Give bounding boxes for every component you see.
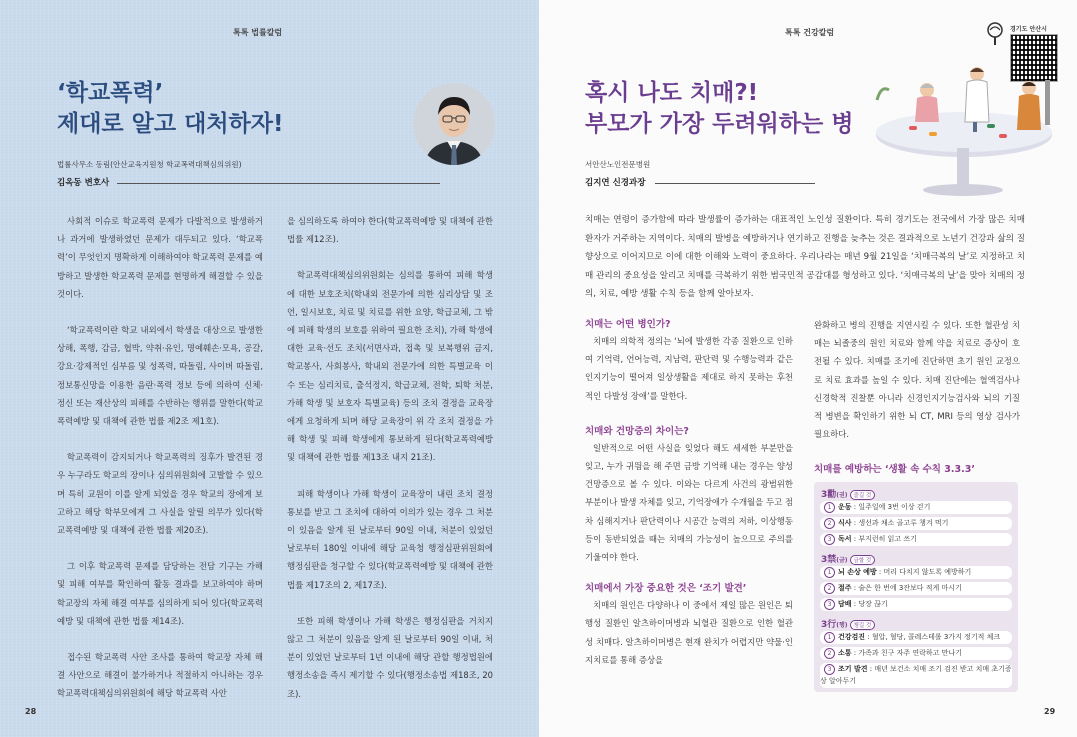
tip-item: 2 식사 : 생선과 채소 골고루 챙겨 먹기 xyxy=(820,517,1012,530)
article-title-line2: 제대로 알고 대처하자! xyxy=(57,111,284,137)
tip-value: 일주일에 3번 이상 걷기 xyxy=(858,503,931,511)
tip-key: 소통 xyxy=(838,649,852,657)
tip-key: 절주 xyxy=(838,584,852,592)
right-page xyxy=(539,0,1077,737)
paragraph: 일반적으로 어떤 사실을 잊었다 해도 세세한 부분만을 잊고, 누가 귀띔을 해 주면 금방 기억해 내는 경우는 양성 건망증으로 볼 수 있다. 이와는 다르게 사건의 광범위한 부분이나 발생 자체를 잊고, 기억장애가 수개월을 두고 점차 심해지거나 판단력이나 시공간 능력의 저하, 이상행동 등이 동반되었을 때는 치매의 가능성이 높으므로 주의를 기울여야 한다. xyxy=(585,442,793,563)
tip-number: 3 xyxy=(824,599,835,610)
section-heading: 치매와 건망증의 차이는? xyxy=(585,425,689,437)
tip-number: 3 xyxy=(824,664,835,675)
author-name: 김옥동 변호사 xyxy=(57,178,110,188)
tip-item: 2 절주 : 술은 한 번에 3잔보다 적게 마시기 xyxy=(820,582,1012,595)
tip-key: 독서 xyxy=(838,535,852,543)
tip-value: 가족과 친구 자주 연락하고 만나기 xyxy=(858,649,962,657)
tip-number: 1 xyxy=(824,567,835,578)
qr-label: 경기도 안산시 xyxy=(1010,26,1047,33)
page-number: 29 xyxy=(1044,707,1056,716)
tip-item: 1 건강검진 : 혈압, 혈당, 콜레스테롤 3가지 정기적 체크 xyxy=(820,631,1012,644)
tip-item: 1 운동 : 일주일에 3번 이상 걷기 xyxy=(820,501,1012,514)
tip-value: 매년 보건소 치매 조기 검진 받고 치매 초기증상 알아두기 xyxy=(820,665,1012,685)
city-logo-icon xyxy=(985,22,1005,46)
tip-number: 2 xyxy=(824,583,835,594)
author-affiliation: 법률사무소 동림(안산교육지원청 학교폭력대책심의위원) xyxy=(57,160,242,169)
article-column-1 xyxy=(57,212,263,703)
tip-group-title xyxy=(821,487,875,500)
paragraph: 학교폭력대책심의위원회는 심의를 통하여 피해 학생에 대한 보호조치(학내외 전문가에 의한 심리상담 및 조언, 일시보호, 치료 및 치료를 위한 요양, 학급교체, 그 밖에 피해 학생의 보호를 위하여 필요한 조치), 가해 학생에 대한 교육·선도 조치(서면사과, 접촉 및 보복행위 금지, 학교봉사, 사회봉사, 학내외 전문가에 의한 특별교육 이수 또는 심리치료, 출석정지, 학급교체, 전학, 퇴학 처분, 가해 학생 및 보호자 특별교육) 등의 조치 결정을 교육장에게 요청하게 되며 해당 교육장이 위 각 조치 결정을 가해 학생 및 피해 학생에게 통보하게 된다(학교폭력예방 및 대책에 관한 법률 제13조 내지 21조). xyxy=(287,270,493,463)
group-title: 3行 xyxy=(821,620,837,630)
prevention-tips-box xyxy=(814,482,1018,692)
paragraph: 을 심의하도록 하여야 한다(학교폭력예방 및 대책에 관한 법률 제12조). xyxy=(287,216,493,245)
article-title-line1: 혹시 나도 치매?! xyxy=(585,80,759,106)
tip-item: 1 뇌 손상 예방 : 머리 다치지 않도록 예방하기 xyxy=(820,566,1012,579)
paragraph: 또한 피해 학생이나 가해 학생은 행정심판을 거치지 않고 그 처분이 있음을 알게 된 날로부터 90일 이내, 처분이 있었던 날로부터 1년 이내에 해당 관할 행정법원에 행정소송을 즉시 제기할 수 있다(행정소송법 제18조, 20조). xyxy=(287,615,493,699)
tip-group-title xyxy=(821,617,875,630)
tip-value: 머리 다치지 않도록 예방하기 xyxy=(883,568,972,576)
tip-number: 2 xyxy=(824,518,835,529)
paragraph: 그 이후 학교폭력 문제를 담당하는 전담 기구는 가해 및 피해 여부를 확인하여 활동 결과를 보고하여야 하며 학교장의 자체 해결 여부를 심의하게 되어 있다(학교폭력예방 및 대책에 관한 법률 제14조). xyxy=(57,561,263,626)
group-sub: (행) xyxy=(836,622,848,629)
section-heading: 치매는 어떤 병인가? xyxy=(585,319,671,330)
group-pill: 챙길 것 xyxy=(850,620,876,630)
author-affiliation: 서안산노인전문병원 xyxy=(585,160,651,169)
tip-value: 생선과 채소 골고루 챙겨 먹기 xyxy=(858,519,949,527)
section-heading: 치매에서 가장 중요한 것은 ‘조기 발견’ xyxy=(585,583,747,595)
group-title: 3勸 xyxy=(821,490,837,500)
tip-number: 1 xyxy=(824,502,835,513)
tip-key: 식사 xyxy=(838,519,852,527)
paragraph: 학교폭력이 감지되거나 학교폭력의 징후가 발견된 경우 누구라도 학교의 장이나 심의위원회에 고발할 수 있으며 특히 교원이 이를 알게 되었을 경우 학교의 장에게 보고하고 해당 학부모에게 그 사실을 알릴 의무가 있다(학교폭력예방 및 대책에 관한 법률 제20조). xyxy=(57,452,263,536)
paragraph: 사회적 이슈로 학교폭력 문제가 다발적으로 발생하거나 과거에 발생하였던 문제가 대두되고 있다. ‘학교폭력’이 무엇인지 명확하게 이해하여야 학교폭력 문제를 예방하고 발생한 학교폭력 문제를 현명하게 해결할 수 있을 것이다. xyxy=(57,216,263,299)
author-name: 김지연 신경과장 xyxy=(585,178,646,188)
tip-key: 건강검진 xyxy=(838,633,866,641)
paragraph: 치매의 의학적 정의는 ‘뇌에 발생한 각종 질환으로 인하여 기억력, 언어능력, 지남력, 판단력 및 수행능력과 같은 인지기능이 떨어져 일상생활을 제대로 하지 못하는 후천적인 다발성 장애’를 말한다. xyxy=(585,336,793,401)
article-column-2 xyxy=(814,316,1020,457)
divider xyxy=(117,183,440,184)
group-sub: (권) xyxy=(836,492,848,499)
tip-key: 운동 xyxy=(838,503,852,511)
tip-key: 뇌 손상 예방 xyxy=(838,568,877,576)
group-title: 3禁 xyxy=(821,555,837,565)
tip-group-title xyxy=(821,552,875,565)
page-number: 28 xyxy=(25,707,37,716)
section-tag: 톡톡 법률칼럼 xyxy=(233,28,283,37)
tip-value: 당장 끊기 xyxy=(858,600,888,608)
tip-number: 1 xyxy=(824,632,835,643)
intro-paragraph: 치매는 연령이 증가함에 따라 발생률이 증가하는 대표적인 노인성 질환이다. 특히 경기도는 전국에서 가장 많은 치매 환자가 거주하는 지역이다. 치매의 발병을 예방하거나 연기하고 진행을 늦추는 것은 결과적으로 노년기 건강과 삶의 질 향상으로 이어지므로 이에 대한 이해와 노력이 중요하다. 우리나라는 매년 9월 21일을 ‘치매극복의 날’로 지정하고 치매 관리의 중요성을 알리고 치매를 극복하기 위한 범국민적 공감대를 형성하고 있다. ‘치매극복의 날’을 맞아 치매의 정의, 치료, 예방 생활 수칙 등을 함께 알아보자. xyxy=(585,215,1025,300)
tip-item: 3 담배 : 당장 끊기 xyxy=(820,598,1012,611)
divider xyxy=(655,183,815,184)
tip-value: 부지런히 읽고 쓰기 xyxy=(858,535,917,543)
article-column-1 xyxy=(585,316,793,669)
paragraph: 피해 학생이나 가해 학생이 교육장이 내린 조치 결정 통보를 받고 그 조치에 대하여 이의가 있는 경우 그 처분이 있음을 알게 된 날로부터 90일 이내, 처분이 있었던 날로부터 180일 이내에 해당 교육청 행정심판위원회에 행정심판을 청구할 수 있다(학교폭력예방 및 대책에 관한 법률 제17조의 2, 제17조). xyxy=(287,488,493,590)
group-sub: (금) xyxy=(836,557,848,564)
article-title-line1: ‘학교폭력’ xyxy=(57,80,164,106)
article-title-line2: 부모가 가장 두려워하는 병 xyxy=(585,111,854,137)
group-pill: 금할 것 xyxy=(850,555,876,565)
tip-number: 3 xyxy=(824,534,835,545)
section-heading: 치매를 예방하는 ‘생활 속 수칙 3.3.3’ xyxy=(814,464,975,475)
paragraph: 치매의 원인은 다양하나 이 중에서 제일 많은 원인은 퇴행성 질환인 알츠하이머병과 뇌혈관 질환으로 인한 혈관성 치매다. 알츠하이머병은 현재 완치가 어렵지만 약물·인지치료를 통해 증상을 xyxy=(585,600,793,665)
author-photo xyxy=(413,83,495,165)
group-pill: 즐길 것 xyxy=(850,490,876,500)
tip-item: 3 독서 : 부지런히 읽고 쓰기 xyxy=(820,533,1012,546)
paragraph: 완화하고 병의 진행을 지연시킬 수 있다. 또한 혈관성 치매는 뇌졸중의 원인 치료와 함께 약을 치료로 증상이 호전될 수 있다. 치매를 조기에 진단하면 초기 원인 교정으로 치료 효과를 높일 수 있다. 치매 진단에는 혈액검사나 신경학적 진찰뿐 아니라 신경인지기능검사와 뇌의 기질적 병변을 확인하기 위한 뇌 CT, MRI 등의 영상 검사가 필요하다. xyxy=(814,320,1020,440)
section-tag: 톡톡 건강칼럼 xyxy=(785,28,835,37)
paragraph: 접수된 학교폭력 사안 조사를 통하여 학교장 자체 해결 사안으로 해결이 불가하거나 적절하지 아니하는 경우 학교폭력대책심의위원회에 해당 학교폭력 사안 xyxy=(57,652,263,699)
tip-item: 3 조기 발견 : 매년 보건소 치매 조기 검진 받고 치매 초기증상 알아두기 xyxy=(820,663,1012,688)
tip-item: 2 소통 : 가족과 친구 자주 연락하고 만나기 xyxy=(820,647,1012,660)
tip-value: 혈압, 혈당, 콜레스테롤 3가지 정기적 체크 xyxy=(871,633,1001,641)
tip-number: 2 xyxy=(824,648,835,659)
tip-value: 술은 한 번에 3잔보다 적게 마시기 xyxy=(858,584,962,592)
paragraph: ‘학교폭력이란 학교 내외에서 학생을 대상으로 발생한 상해, 폭행, 감금, 협박, 약취·유인, 명예훼손·모욕, 공갈, 강요·강제적인 심부름 및 성폭력, 따돌림, 사이버 따돌림, 정보통신망을 이용한 음란·폭력 정보 등에 의하여 신체·정신 또는 재산상의 피해를 수반하는 행위를 말한다(학교폭력예방 및 대책에 관한 법률 제2조 제1호). xyxy=(57,325,263,427)
article-column-2 xyxy=(287,212,493,703)
tip-key: 담배 xyxy=(838,600,852,608)
tip-key: 조기 발견 xyxy=(838,665,868,673)
doctor-consultation-illustration xyxy=(869,60,1054,200)
